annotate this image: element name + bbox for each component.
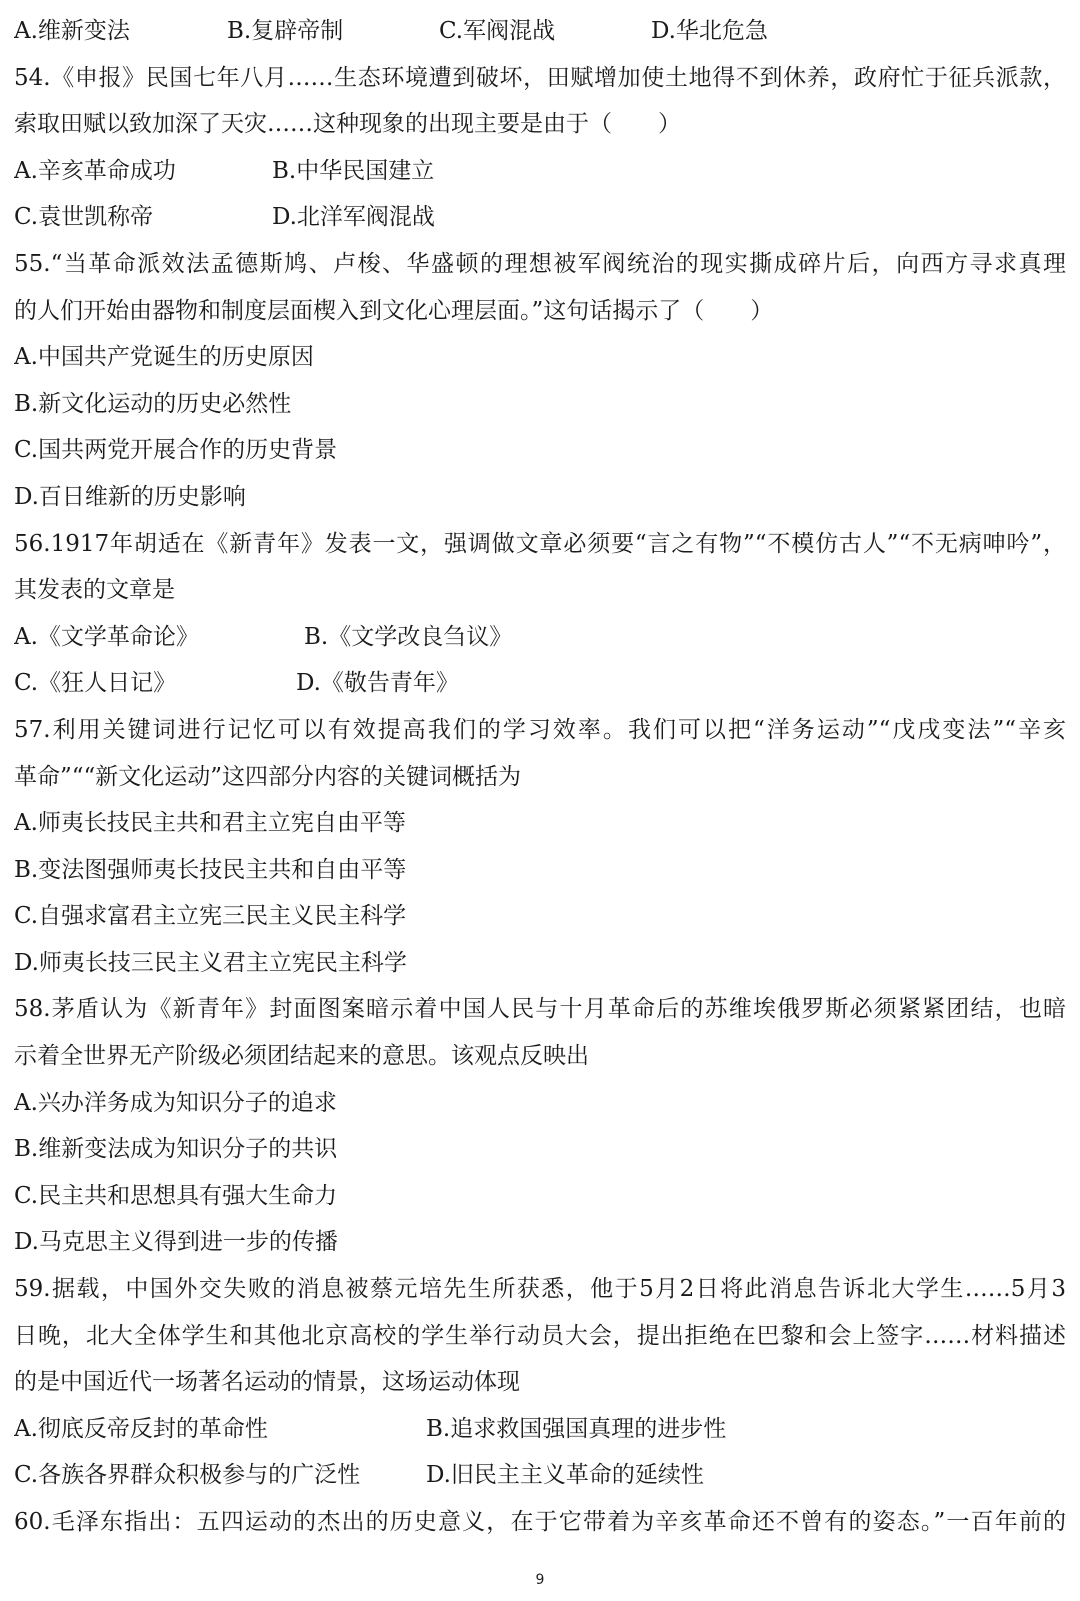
q59-option-c: C.各族各界群众积极参与的广泛性 xyxy=(14,1462,361,1489)
q53-option-d: D.华北危急 xyxy=(651,18,768,44)
q54-option-a: A.辛亥革命成功 xyxy=(14,157,176,184)
q58-option-c: C.民主共和思想具有强大生命力 xyxy=(14,1182,338,1209)
q53-option-a: A.维新变法 xyxy=(14,18,130,44)
q53-option-c: C.军阀混战 xyxy=(439,18,556,44)
q55-option-a: A.中国共产党诞生的历史原因 xyxy=(14,344,314,371)
q55-stem-line-2: 的人们开始由器物和制度层面楔入到文化心理层面。”这句话揭示了（ ） xyxy=(14,297,774,324)
q59-stem-line-1: 59.据载，中国外交失败的消息被蔡元培先生所获悉，他于5月2日将此消息告诉北大学生……5月3 xyxy=(14,1276,1066,1303)
q58-stem-line-2: 示着全世界无产阶级必须团结起来的意思。该观点反映出 xyxy=(14,1043,589,1070)
q55-option-d: D.百日维新的历史影响 xyxy=(14,483,246,510)
q57-option-b: B.变法图强师夷长技民主共和自由平等 xyxy=(14,856,407,883)
q54-options-row-1 xyxy=(14,148,1066,195)
q54-option-b: B.中华民国建立 xyxy=(272,157,435,184)
q55-option-c: C.国共两党开展合作的历史背景 xyxy=(14,437,338,464)
q56-stem-line-1: 56.1917年胡适在《新青年》发表一文，强调做文章必须要“言之有物”“不模仿古人”“不无病呻吟”， xyxy=(14,530,1066,557)
q53-options xyxy=(14,8,1066,55)
q59-stem-line-3: 的是中国近代一场著名运动的情景，这场运动体现 xyxy=(14,1369,520,1396)
q54-stem-line-2: 索取田赋以致加深了天灾……这种现象的出现主要是由于（ ） xyxy=(14,111,681,138)
q54-option-c: C.袁世凯称帝 xyxy=(14,204,154,231)
q56-option-c: C.《狂人日记》 xyxy=(14,670,177,697)
q59-options-row-1 xyxy=(14,1406,1066,1453)
q57-option-c: C.自强求富君主立宪三民主义民主科学 xyxy=(14,903,407,930)
q57-stem-line-1: 57.利用关键词进行记忆可以有效提高我们的学习效率。我们可以把“洋务运动”“戊戌变法”“辛亥 xyxy=(14,716,1066,743)
q56-option-d: D.《敬告青年》 xyxy=(296,670,459,697)
q54-option-d: D.北洋军阀混战 xyxy=(272,204,435,231)
q60-stem-line-1: 60.毛泽东指出：五四运动的杰出的历史意义，在于它带着为辛亥革命还不曾有的姿态。”一百年前的 xyxy=(14,1509,1066,1535)
q58-option-b: B.维新变法成为知识分子的共识 xyxy=(14,1136,338,1163)
q59-stem-line-2: 日晚，北大全体学生和其他北京高校的学生举行动员大会，提出拒绝在巴黎和会上签字……材料描述 xyxy=(14,1322,1066,1349)
q57-option-a: A.师夷长技民主共和君主立宪自由平等 xyxy=(14,810,406,837)
q59-option-d: D.旧民主主义革命的延续性 xyxy=(426,1462,704,1489)
q55-option-b: B.新文化运动的历史必然性 xyxy=(14,390,292,417)
q59-option-b: B.追求救国强国真理的进步性 xyxy=(426,1415,727,1442)
q59-options-row-2 xyxy=(14,1452,1066,1499)
q56-option-a: A.《文学革命论》 xyxy=(14,623,199,650)
q57-option-d: D.师夷长技三民主义君主立宪民主科学 xyxy=(14,949,407,976)
q56-option-b: B.《文学改良刍议》 xyxy=(304,623,513,650)
q57-stem-line-2: 革命”““新文化运动”这四部分内容的关键词概括为 xyxy=(14,763,522,790)
page-number: 9 xyxy=(535,1572,545,1588)
q58-option-d: D.马克思主义得到进一步的传播 xyxy=(14,1229,338,1256)
q56-options-row-2 xyxy=(14,660,1066,707)
q56-options-row-1 xyxy=(14,614,1066,661)
q53-option-b: B.复辟帝制 xyxy=(227,18,344,44)
q54-options-row-2 xyxy=(14,194,1066,241)
q58-stem-line-1: 58.茅盾认为《新青年》封面图案暗示着中国人民与十月革命后的苏维埃俄罗斯必须紧紧团结，也暗 xyxy=(14,996,1066,1023)
q58-option-a: A.兴办洋务成为知识分子的追求 xyxy=(14,1089,337,1116)
q54-stem-line-1: 54.《申报》民国七年八月……生态环境遭到破坏，田赋增加使土地得不到休养，政府忙于征兵派款， xyxy=(14,64,1066,91)
q56-stem-line-2: 其发表的文章是 xyxy=(14,577,175,604)
q55-stem-line-1: 55.“当革命派效法孟德斯鸠、卢梭、华盛顿的理想被军阀统治的现实撕成碎片后，向西方寻求真理 xyxy=(14,250,1066,277)
exam-page xyxy=(14,8,1066,1546)
q59-option-a: A.彻底反帝反封的革命性 xyxy=(14,1415,268,1442)
